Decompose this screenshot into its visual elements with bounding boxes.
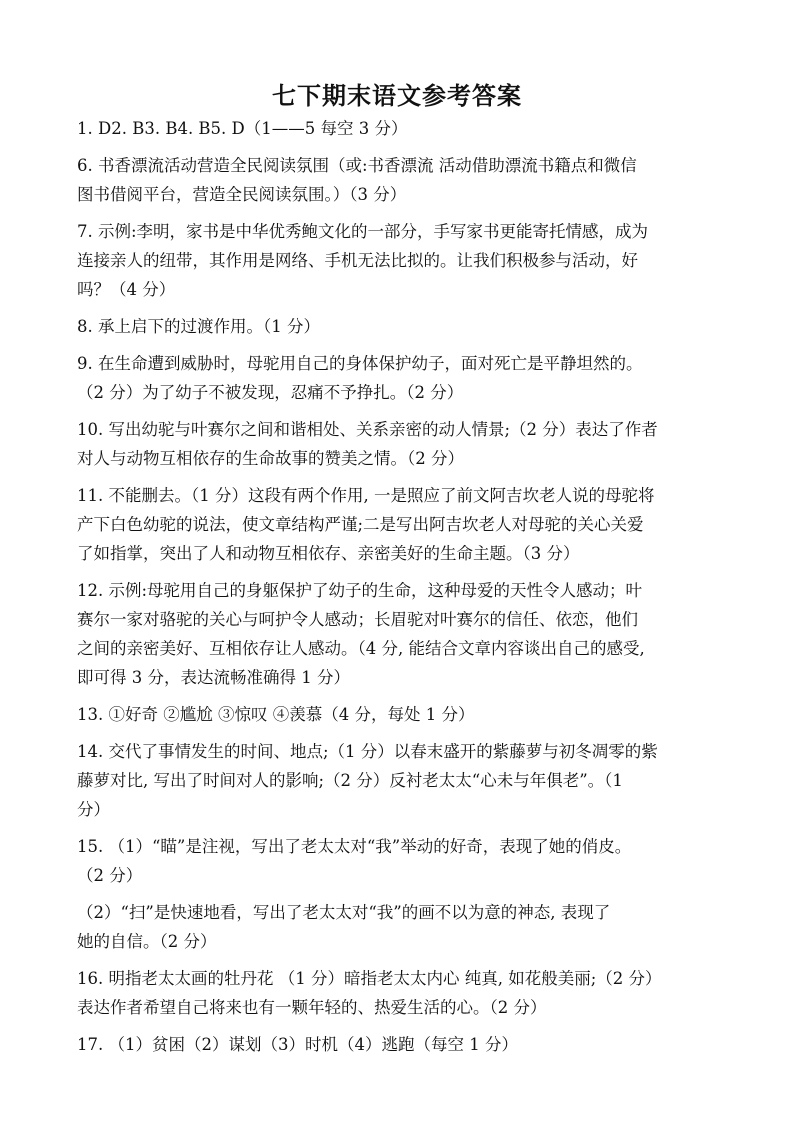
page-title: 七下期末语文参考答案	[272, 82, 522, 110]
answer-q17	[77, 1030, 727, 1059]
answer-q1-5	[77, 114, 727, 143]
answer-q9	[77, 349, 727, 407]
answer-line: 10. 写出幼驼与叶赛尔之间和谐相处、关系亲密的动人情景;（2 分）表达了作者	[77, 420, 658, 439]
answer-line: 14. 交代了事情发生的时间、地点;（1 分）以春末盛开的紫藤萝与初冬凋零的紫	[77, 742, 658, 761]
answer-line: 即可得 3 分，表达流畅准确得 1 分）	[77, 668, 350, 687]
answer-line: 6. 书香漂流活动营造全民阅读氛围（或:书香漂流 活动借助漂流书籍点和微信	[77, 156, 637, 175]
answer-q6	[77, 151, 727, 209]
answer-line: 11. 不能删去。（1 分）这段有两个作用, 一是照应了前文阿吉坎老人说的母驼将	[77, 486, 655, 505]
answer-line: 对人与动物互相依存的生命故事的赞美之情。（2 分）	[77, 449, 464, 468]
answer-list	[77, 114, 727, 1067]
answer-line: 分）	[77, 800, 110, 819]
answer-line: 表达作者希望自己将来也有一颗年轻的、热爱生活的心。（2 分）	[77, 998, 547, 1017]
answer-line: 8. 承上启下的过渡作用。（1 分）	[77, 317, 320, 336]
answer-line: 了如指掌，突出了人和动物互相依存、亲密美好的生命主题。（3 分）	[77, 544, 580, 563]
answer-q14	[77, 737, 727, 824]
answer-line: 1. D2. B3. B4. B5. D（1——5 每空 3 分）	[77, 119, 408, 138]
answer-q15-part2	[77, 898, 727, 956]
answer-q10	[77, 415, 727, 473]
answer-line: 她的自信。（2 分）	[77, 932, 217, 951]
answer-q16	[77, 964, 727, 1022]
answer-line: （2 分）	[77, 866, 143, 885]
answer-line: 17. （1）贫困（2）谋划（3）时机（4）逃跑（每空 1 分）	[77, 1035, 518, 1054]
answer-q13	[77, 700, 727, 729]
answer-line: 赛尔一家对骆驼的关心与呵护令人感动；长眉驼对叶赛尔的信任、依恋，他们	[77, 610, 638, 629]
answer-line: 16. 明指老太太画的牡丹花 （1 分）暗指老太太内心 纯真, 如花般美丽;（2 分）	[77, 969, 662, 988]
answer-line: 9. 在生命遭到威胁时，母驼用自己的身体保护幼子，面对死亡是平静坦然的。	[77, 354, 643, 373]
answer-line: 之间的亲密美好、互相依存让人感动。（4 分, 能结合文章内容谈出自己的感受,	[77, 639, 645, 658]
answer-line: （2 分）为了幼子不被发现，忍痛不予挣扎。（2 分）	[77, 383, 464, 402]
answer-q11	[77, 481, 727, 568]
answer-line: 图书借阅平台，营造全民阅读氛围。）（3 分）	[77, 185, 407, 204]
answer-line: 7. 示例:李明，家书是中华优秀鲍文化的一部分，手写家书更能寄托情感，成为	[77, 222, 649, 241]
answer-q7	[77, 217, 727, 304]
answer-line: （2）“扫”是快速地看，写出了老太太对“我”的画不以为意的神态, 表现了	[77, 903, 611, 922]
answer-q15-part1	[77, 832, 727, 890]
answer-line: 13. ①好奇 ②尴尬 ③惊叹 ④羡慕（4 分，每处 1 分）	[77, 705, 475, 724]
answer-q12	[77, 576, 727, 692]
answer-line: 产下白色幼驼的说法，使文章结构严谨;二是写出阿吉坎老人对母驼的关心关爱	[77, 515, 644, 534]
answer-line: 藤萝对比, 写出了时间对人的影响;（2 分）反衬老太太“心未与年俱老”。（1	[77, 771, 623, 790]
answer-line: 吗？（4 分）	[77, 280, 176, 299]
answer-q8	[77, 312, 727, 341]
answer-line: 12. 示例:母驼用自己的身躯保护了幼子的生命，这种母爱的天性令人感动；叶	[77, 581, 643, 600]
answer-line: 连接亲人的纽带，其作用是网络、手机无法比拟的。让我们积极参与活动，好	[77, 251, 638, 270]
answer-line: 15. （1）“瞄”是注视，写出了老太太对“我”举动的好奇，表现了她的俏皮。	[77, 837, 632, 856]
